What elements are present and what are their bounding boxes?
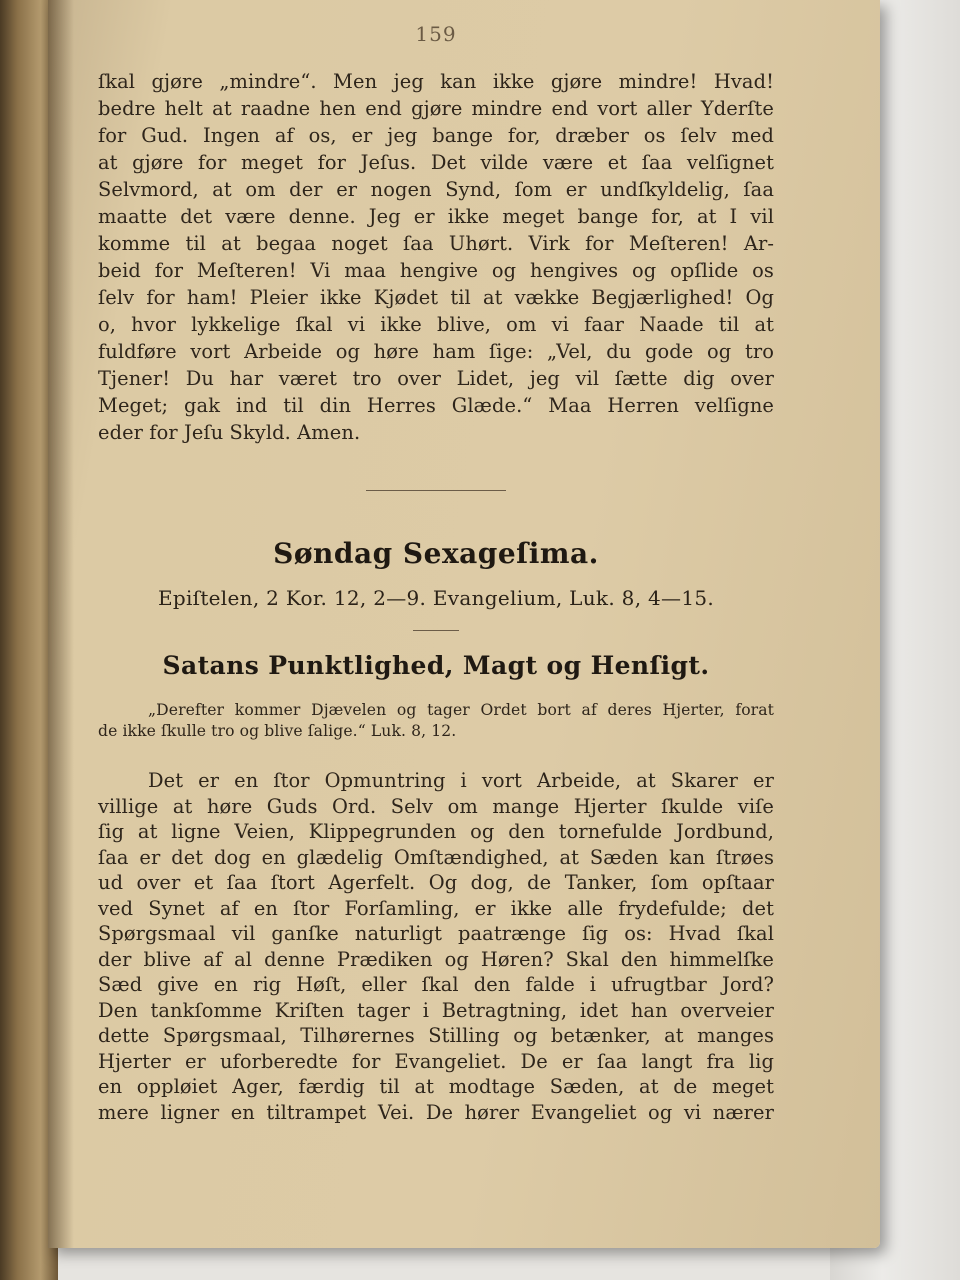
text-line: Meget; gak ind til din Herres Glæde.“ Maa Herren velſigne xyxy=(98,394,774,417)
text-line: fuldføre vort Arbeide og høre ham ſige: „Vel, du gode og tro xyxy=(98,340,774,363)
page-number: 159 xyxy=(415,22,457,46)
text-line: bedre helt at raadne hen end gjøre mindre end vort aller Yderſte xyxy=(98,97,774,120)
short-divider xyxy=(413,630,459,631)
sermon-title: Satans Punktlighed, Magt og Henſigt. xyxy=(162,651,710,680)
text-line: for Gud. Ingen af os, er jeg bange for, dræber os ſelv med xyxy=(98,124,774,147)
epigraph-line: „Derefter kommer Djævelen og tager Ordet bort af deres Hjerter, forat xyxy=(148,701,774,719)
text-line: ud over et ſaa ſtort Agerfelt. Og dog, de Tanker, ſom opſtaar xyxy=(98,871,774,894)
section-divider xyxy=(366,490,506,491)
text-line: villige at høre Guds Ord. Selv om mange Hjerter ſkulde viſe xyxy=(98,794,774,818)
text-line: ved Synet af en ſtor Forſamling, er ikke alle frydefulde; det xyxy=(98,896,774,920)
text-line: Hjerter er uforberedte for Evangeliet. De er ſaa langt fra lig xyxy=(98,1049,774,1073)
text-line: Tjener! Du har været tro over Lidet, jeg vil ſætte dig over xyxy=(98,367,774,390)
text-line: maatte det være denne. Jeg er ikke meget bange for, at I vil xyxy=(98,205,774,228)
epigraph-quote xyxy=(98,700,774,742)
text-line: at gjøre for meget for Jeſus. Det vilde være et ſaa velſignet xyxy=(98,151,774,174)
text-line: o, hvor lykkelige ſkal vi ikke blive, om vi faar Naade til at xyxy=(98,313,774,336)
text-line: eder for Jeſu Skyld. Amen. xyxy=(98,421,361,444)
text-line: Den tankſomme Kriſten tager i Betragtning, idet han overveier xyxy=(98,998,774,1022)
text-line: beid for Meſteren! Vi maa hengive og hengives og opſlide os xyxy=(98,259,774,282)
text-line: der blive af al denne Prædiken og Høren? Skal den himmelſke xyxy=(98,947,774,971)
text-line: Spørgsmaal vil ganſke naturligt paatrænge ſig os: Hvad ſkal xyxy=(98,922,774,945)
text-line: mere ligner en tiltrampet Vei. De hører Evangeliet og vi nærer xyxy=(98,1100,774,1124)
text-line: dette Spørgsmaal, Tilhørernes Stilling og betænker, at manges xyxy=(98,1024,774,1047)
text-line: ſaa er det dog en glædelig Omſtændighed, at Sæden kan ſtrøes xyxy=(98,845,774,869)
text-line: ſkal gjøre „mindre“. Men jeg kan ikke gjøre mindre! Hvad! xyxy=(98,70,774,93)
text-line: Selvmord, at om der er nogen Synd, ſom er undſkyldelig, ſaa xyxy=(98,178,774,201)
sunday-title: Søndag Sexageſima. xyxy=(273,537,599,570)
body-paragraph xyxy=(98,768,774,1125)
page-content xyxy=(98,22,774,1125)
scripture-references: Epiſtelen, 2 Kor. 12, 2—9. Evangelium, Luk. 8, 4—15. xyxy=(157,586,715,610)
page-gutter-shadow xyxy=(48,0,74,1248)
text-line: en oppløiet Ager, færdig til at modtage Sæden, at de meget xyxy=(98,1075,774,1098)
epigraph-line: de ikke ſkulle tro og blive ſalige.“ Luk. 8, 12. xyxy=(98,722,457,740)
text-line: Sæd give en rig Høſt, eller ſkal den falde i ufrugtbar Jord? xyxy=(98,973,774,996)
top-paragraph xyxy=(98,68,774,446)
text-line: ſelv for ham! Pleier ikke Kjødet til at vække Begjærlighed! Og xyxy=(98,286,774,309)
text-line: komme til at begaa noget ſaa Uhørt. Virk for Meſteren! Ar- xyxy=(98,232,774,255)
text-line: Det er en ſtor Opmuntring i vort Arbeide, at Skarer er xyxy=(148,769,774,792)
text-line: ſig at ligne Veien, Klippegrunden og den tornefulde Jordbund, xyxy=(98,820,774,843)
